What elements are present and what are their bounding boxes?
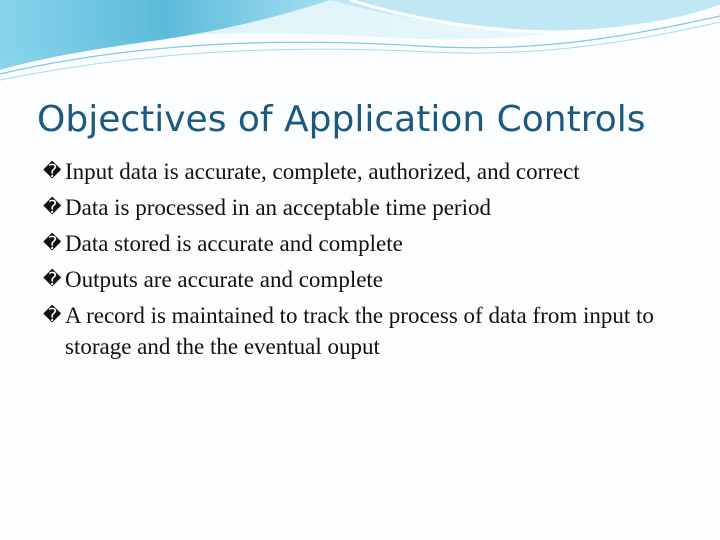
- bullet-text: Outputs are accurate and complete: [65, 267, 384, 292]
- bullet-text: Data stored is accurate and complete: [65, 231, 403, 256]
- bullet-text: Data is processed in an acceptable time period: [65, 195, 491, 220]
- bullet-glyph-icon: �: [43, 269, 62, 290]
- bullet-list: [43, 156, 686, 367]
- bullet-glyph-icon: �: [43, 233, 62, 254]
- slide-title: Objectives of Application Controls: [37, 99, 646, 140]
- bullet-text: Input data is accurate, complete, authorized, and correct: [65, 159, 580, 184]
- bullet-glyph-icon: �: [43, 197, 62, 218]
- header-wave-decoration: [0, 0, 720, 90]
- bullet-glyph-icon: �: [43, 161, 62, 182]
- bullet-item: [43, 264, 686, 295]
- bullet-item: [43, 228, 686, 259]
- bullet-item: [43, 156, 686, 187]
- bullet-item: [43, 300, 686, 362]
- bullet-glyph-icon: �: [43, 305, 62, 326]
- bullet-item: [43, 192, 686, 223]
- bullet-text: A record is maintained to track the process of data from input to storage and the the eventual ouput: [65, 303, 654, 359]
